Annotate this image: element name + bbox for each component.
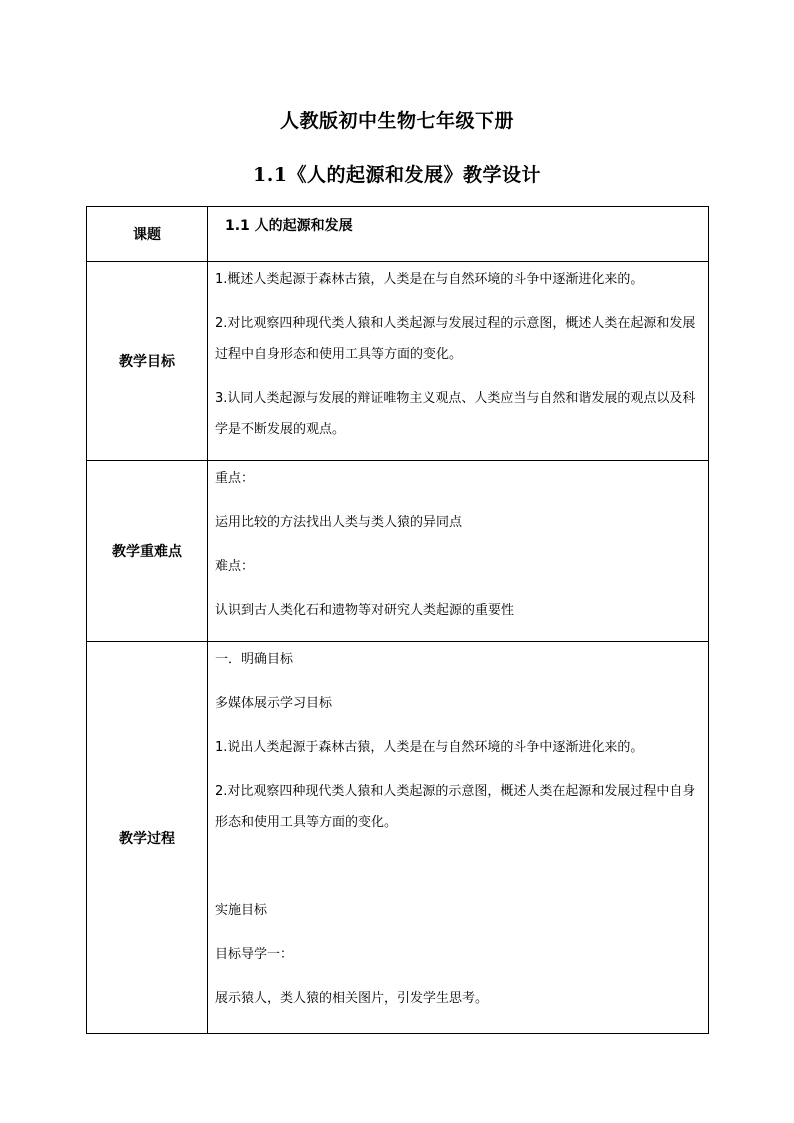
step1-item: 2.对比观察四种现代类人猿和人类起源的示意图，概述人类在起源和发展过程中自身形态和使用工具等方面的变化。 bbox=[215, 784, 696, 830]
goal-item: 3.认同人类起源与发展的辩证唯物主义观点、人类应当与自然和谐发展的观点以及科学是不断发展的观点。 bbox=[215, 391, 696, 437]
implement-title: 实施目标 bbox=[215, 903, 268, 918]
table-row-key-points bbox=[87, 461, 709, 642]
step1-item: 1.说出人类起源于森林古猿，人类是在与自然环境的斗争中逐渐进化来的。 bbox=[215, 740, 644, 755]
difficulty-text: 认识到古人类化石和遗物等对研究人类起源的重要性 bbox=[215, 603, 515, 618]
document-subtitle: 1.1《人的起源和发展》教学设计 bbox=[252, 164, 542, 186]
difficulty-label: 难点： bbox=[215, 559, 255, 574]
table-row-topic bbox=[87, 207, 709, 262]
guide1-title: 目标导学一： bbox=[215, 947, 294, 962]
key-points-content bbox=[208, 461, 709, 642]
step1-title: 一．明确目标 bbox=[215, 652, 294, 667]
topic-label: 课题 bbox=[87, 207, 208, 262]
goals-content bbox=[208, 262, 709, 461]
goal-item: 2.对比观察四种现代类人猿和人类起源与发展过程的示意图，概述人类在起源和发展过程中自身形态和使用工具等方面的变化。 bbox=[215, 316, 696, 362]
process-label: 教学过程 bbox=[87, 642, 208, 1034]
document-title: 人教版初中生物七年级下册 bbox=[279, 110, 514, 132]
topic-value: 1.1 人的起源和发展 bbox=[208, 207, 709, 262]
goal-item: 1.概述人类起源于森林古猿，人类是在与自然环境的斗争中逐渐进化来的。 bbox=[215, 272, 644, 287]
step1-intro: 多媒体展示学习目标 bbox=[215, 696, 333, 711]
guide1-text: 展示猿人，类人猿的相关图片，引发学生思考。 bbox=[215, 991, 489, 1006]
goals-label: 教学目标 bbox=[87, 262, 208, 461]
focus-text: 运用比较的方法找出人类与类人猿的异同点 bbox=[215, 515, 463, 530]
table-row-goals bbox=[87, 262, 709, 461]
focus-label: 重点： bbox=[215, 471, 255, 486]
blank-space bbox=[215, 851, 704, 895]
lesson-plan-table bbox=[86, 206, 709, 1034]
table-row-process bbox=[87, 642, 709, 1034]
key-points-label: 教学重难点 bbox=[87, 461, 208, 642]
process-content bbox=[208, 642, 709, 1034]
